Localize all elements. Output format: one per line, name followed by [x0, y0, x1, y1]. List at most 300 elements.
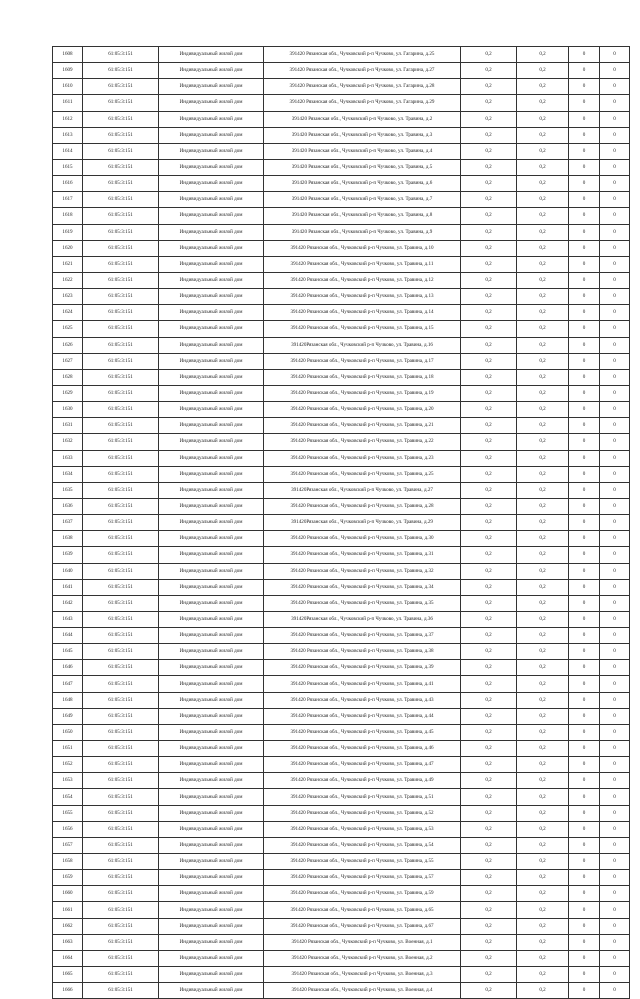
row-number-cell: 1634 [53, 466, 83, 482]
value-a-cell: 0,2 [461, 821, 517, 837]
address-cell: 391420 Рязанская обл., Чучковский р-п Чучково, ул. Травина, д.30 [264, 531, 461, 547]
cadastral-cell: 61:05:3:151 [83, 967, 159, 983]
value-c-cell: 0 [569, 644, 600, 660]
object-type-cell: Индивидуальный жилой дом [159, 692, 264, 708]
value-c-cell: 0 [569, 902, 600, 918]
cadastral-cell: 61:05:3:151 [83, 192, 159, 208]
value-b-cell: 0,2 [517, 918, 569, 934]
value-b-cell: 0,2 [517, 644, 569, 660]
value-b-cell: 0,2 [517, 466, 569, 482]
value-a-cell: 0,2 [461, 773, 517, 789]
value-a-cell: 0,2 [461, 837, 517, 853]
object-type-cell: Индивидуальный жилой дом [159, 272, 264, 288]
value-d-cell: 0 [600, 886, 630, 902]
address-cell: 391420 Рязанская обл., Чучковский р-п Чучково, ул. Травина, д.12 [264, 272, 461, 288]
value-a-cell: 0,2 [461, 466, 517, 482]
table-row [53, 256, 630, 272]
value-a-cell: 0,2 [461, 724, 517, 740]
address-cell: 391420 Рязанская обл., Чучковский р-п Чучково, ул. Травина, д.28 [264, 498, 461, 514]
cadastral-cell: 61:05:3:151 [83, 159, 159, 175]
address-cell: 391420 Рязанская обл., Чучковский р-п Чучково, ул. Травина, д.13 [264, 289, 461, 305]
table-row [53, 450, 630, 466]
table-row [53, 143, 630, 159]
value-b-cell: 0,2 [517, 305, 569, 321]
value-a-cell: 0,2 [461, 741, 517, 757]
value-b-cell: 0,2 [517, 192, 569, 208]
cadastral-cell: 61:05:3:151 [83, 95, 159, 111]
address-cell: 391420 Рязанская обл., Чучковский р-п Чучково, ул. Травина, д.49 [264, 773, 461, 789]
row-number-cell: 1656 [53, 821, 83, 837]
value-b-cell: 0,2 [517, 724, 569, 740]
value-b-cell: 0,2 [517, 870, 569, 886]
row-number-cell: 1635 [53, 482, 83, 498]
value-a-cell: 0,2 [461, 353, 517, 369]
object-type-cell: Индивидуальный жилой дом [159, 143, 264, 159]
row-number-cell: 1648 [53, 692, 83, 708]
row-number-cell: 1661 [53, 902, 83, 918]
value-c-cell: 0 [569, 515, 600, 531]
row-number-cell: 1645 [53, 644, 83, 660]
value-c-cell: 0 [569, 385, 600, 401]
object-type-cell: Индивидуальный жилой дом [159, 547, 264, 563]
value-a-cell: 0,2 [461, 676, 517, 692]
value-a-cell: 0,2 [461, 224, 517, 240]
cadastral-cell: 61:05:3:151 [83, 402, 159, 418]
address-cell: 391420 Рязанская обл., Чучковский р-п Чучково, ул. Травина, д.59 [264, 886, 461, 902]
address-cell: 391420 Рязанская обл., Чучковский р-п Чучково, ул. Гагарина, д.27 [264, 63, 461, 79]
row-number-cell: 1647 [53, 676, 83, 692]
row-number-cell: 1610 [53, 79, 83, 95]
table-row [53, 498, 630, 514]
cadastral-cell: 61:05:3:151 [83, 950, 159, 966]
row-number-cell: 1616 [53, 176, 83, 192]
object-type-cell: Индивидуальный жилой дом [159, 111, 264, 127]
row-number-cell: 1657 [53, 837, 83, 853]
value-d-cell: 0 [600, 482, 630, 498]
address-cell: 391420 Рязанская обл., Чучковский р-п Чучково, ул. Травина, д.35 [264, 595, 461, 611]
table-row [53, 418, 630, 434]
address-cell: 391420 Рязанская обл., Чучковский р-п Чучково, ул. Травина, д.9 [264, 224, 461, 240]
cadastral-cell: 61:05:3:151 [83, 724, 159, 740]
object-type-cell: Индивидуальный жилой дом [159, 724, 264, 740]
row-number-cell: 1644 [53, 628, 83, 644]
value-c-cell: 0 [569, 224, 600, 240]
table-row [53, 805, 630, 821]
value-a-cell: 0,2 [461, 789, 517, 805]
value-c-cell: 0 [569, 208, 600, 224]
value-d-cell: 0 [600, 127, 630, 143]
value-d-cell: 0 [600, 176, 630, 192]
address-cell: 391420 Рязанская обл., Чучковский р-п Чучково, ул. Травина, д.8 [264, 208, 461, 224]
row-number-cell: 1608 [53, 47, 83, 63]
address-cell: 391420Рязанская обл., Чучковский р-п Чучково, ул. Травина, д.16 [264, 337, 461, 353]
address-cell: 391420 Рязанская обл., Чучковский р-п Чучково, ул. Травина, д.2 [264, 111, 461, 127]
value-d-cell: 0 [600, 934, 630, 950]
value-d-cell: 0 [600, 789, 630, 805]
cadastral-cell: 61:05:3:151 [83, 385, 159, 401]
value-a-cell: 0,2 [461, 918, 517, 934]
row-number-cell: 1654 [53, 789, 83, 805]
address-cell: 391420 Рязанская обл., Чучковский р-п Чучково, ул. Травина, д.23 [264, 450, 461, 466]
object-type-cell: Индивидуальный жилой дом [159, 837, 264, 853]
cadastral-cell: 61:05:3:151 [83, 498, 159, 514]
object-type-cell: Индивидуальный жилой дом [159, 63, 264, 79]
document-page [52, 46, 629, 999]
value-d-cell: 0 [600, 660, 630, 676]
table-row [53, 611, 630, 627]
value-d-cell: 0 [600, 289, 630, 305]
value-b-cell: 0,2 [517, 256, 569, 272]
table-row [53, 402, 630, 418]
cadastral-cell: 61:05:3:151 [83, 934, 159, 950]
value-c-cell: 0 [569, 805, 600, 821]
address-cell: 391420 Рязанская обл., Чучковский р-п Чучково, ул. Травина, д.52 [264, 805, 461, 821]
value-c-cell: 0 [569, 369, 600, 385]
value-d-cell: 0 [600, 741, 630, 757]
value-a-cell: 0,2 [461, 95, 517, 111]
row-number-cell: 1633 [53, 450, 83, 466]
row-number-cell: 1658 [53, 854, 83, 870]
address-cell: 391420 Рязанская обл., Чучковский р-п Чучково, ул. Травина, д.10 [264, 240, 461, 256]
address-cell: 391420 Рязанская обл., Чучковский р-п Чучково, ул. Травина, д.17 [264, 353, 461, 369]
value-a-cell: 0,2 [461, 240, 517, 256]
cadastral-cell: 61:05:3:151 [83, 983, 159, 999]
value-a-cell: 0,2 [461, 805, 517, 821]
address-cell: 391420 Рязанская обл., Чучковский р-п Чучково, ул. Травина, д.5 [264, 159, 461, 175]
value-b-cell: 0,2 [517, 741, 569, 757]
value-c-cell: 0 [569, 579, 600, 595]
table-row [53, 563, 630, 579]
object-type-cell: Индивидуальный жилой дом [159, 498, 264, 514]
table-row [53, 224, 630, 240]
cadastral-cell: 61:05:3:151 [83, 531, 159, 547]
value-d-cell: 0 [600, 902, 630, 918]
value-a-cell: 0,2 [461, 708, 517, 724]
address-cell: 391420 Рязанская обл., Чучковский р-п Чучково, ул. Травина, д.11 [264, 256, 461, 272]
value-a-cell: 0,2 [461, 208, 517, 224]
address-cell: 391420 Рязанская обл., Чучковский р-п Чучково, ул. Травина, д.4 [264, 143, 461, 159]
value-c-cell: 0 [569, 563, 600, 579]
object-type-cell: Индивидуальный жилой дом [159, 305, 264, 321]
row-number-cell: 1646 [53, 660, 83, 676]
object-type-cell: Индивидуальный жилой дом [159, 918, 264, 934]
value-d-cell: 0 [600, 595, 630, 611]
value-b-cell: 0,2 [517, 369, 569, 385]
value-a-cell: 0,2 [461, 579, 517, 595]
value-d-cell: 0 [600, 870, 630, 886]
table-row [53, 821, 630, 837]
value-b-cell: 0,2 [517, 757, 569, 773]
cadastral-cell: 61:05:3:151 [83, 321, 159, 337]
address-cell: 391420 Рязанская обл., Чучковский р-п Чучково, ул. Травина, д.21 [264, 418, 461, 434]
value-d-cell: 0 [600, 773, 630, 789]
row-number-cell: 1642 [53, 595, 83, 611]
table-row [53, 741, 630, 757]
value-c-cell: 0 [569, 837, 600, 853]
value-b-cell: 0,2 [517, 176, 569, 192]
table-row [53, 676, 630, 692]
value-c-cell: 0 [569, 676, 600, 692]
row-number-cell: 1651 [53, 741, 83, 757]
value-b-cell: 0,2 [517, 531, 569, 547]
value-b-cell: 0,2 [517, 450, 569, 466]
value-a-cell: 0,2 [461, 628, 517, 644]
object-type-cell: Индивидуальный жилой дом [159, 870, 264, 886]
value-a-cell: 0,2 [461, 611, 517, 627]
table-row [53, 192, 630, 208]
value-c-cell: 0 [569, 934, 600, 950]
address-cell: 391420 Рязанская обл., Чучковский р-п Чучково, ул. Травина, д.3 [264, 127, 461, 143]
cadastral-cell: 61:05:3:151 [83, 805, 159, 821]
row-number-cell: 1632 [53, 434, 83, 450]
row-number-cell: 1623 [53, 289, 83, 305]
row-number-cell: 1621 [53, 256, 83, 272]
row-number-cell: 1663 [53, 934, 83, 950]
object-type-cell: Индивидуальный жилой дом [159, 289, 264, 305]
value-c-cell: 0 [569, 127, 600, 143]
address-cell: 391420 Рязанская обл., Чучковский р-п Чучково, ул. Травина, д.67 [264, 918, 461, 934]
table-row [53, 369, 630, 385]
row-number-cell: 1612 [53, 111, 83, 127]
value-c-cell: 0 [569, 466, 600, 482]
row-number-cell: 1625 [53, 321, 83, 337]
value-c-cell: 0 [569, 757, 600, 773]
value-b-cell: 0,2 [517, 240, 569, 256]
value-b-cell: 0,2 [517, 837, 569, 853]
table-row [53, 95, 630, 111]
cadastral-cell: 61:05:3:151 [83, 789, 159, 805]
value-c-cell: 0 [569, 547, 600, 563]
row-number-cell: 1638 [53, 531, 83, 547]
address-cell: 391420 Рязанская обл., Чучковский р-п Чучково, ул. Травина, д.44 [264, 708, 461, 724]
address-cell: 391420 Рязанская обл., Чучковский р-п Чучково, ул. Травина, д.32 [264, 563, 461, 579]
table-row [53, 854, 630, 870]
value-d-cell: 0 [600, 918, 630, 934]
value-d-cell: 0 [600, 515, 630, 531]
value-c-cell: 0 [569, 337, 600, 353]
cadastral-cell: 61:05:3:151 [83, 240, 159, 256]
value-a-cell: 0,2 [461, 547, 517, 563]
value-b-cell: 0,2 [517, 418, 569, 434]
value-b-cell: 0,2 [517, 854, 569, 870]
value-d-cell: 0 [600, 240, 630, 256]
address-cell: 391420 Рязанская обл., Чучковский р-п Чучково, ул. Травина, д.7 [264, 192, 461, 208]
value-d-cell: 0 [600, 321, 630, 337]
cadastral-cell: 61:05:3:151 [83, 773, 159, 789]
object-type-cell: Индивидуальный жилой дом [159, 434, 264, 450]
table-row [53, 644, 630, 660]
table-row [53, 628, 630, 644]
value-a-cell: 0,2 [461, 143, 517, 159]
address-cell: 391420Рязанская обл., Чучковский р-п Чучково, ул. Травина, д.29 [264, 515, 461, 531]
value-d-cell: 0 [600, 466, 630, 482]
row-number-cell: 1617 [53, 192, 83, 208]
value-d-cell: 0 [600, 854, 630, 870]
value-a-cell: 0,2 [461, 870, 517, 886]
table-row [53, 934, 630, 950]
cadastral-cell: 61:05:3:151 [83, 482, 159, 498]
value-b-cell: 0,2 [517, 563, 569, 579]
object-type-cell: Индивидуальный жилой дом [159, 741, 264, 757]
value-a-cell: 0,2 [461, 111, 517, 127]
value-c-cell: 0 [569, 628, 600, 644]
address-cell: 391420 Рязанская обл., Чучковский р-п Чучково, ул. Травина, д.18 [264, 369, 461, 385]
value-d-cell: 0 [600, 757, 630, 773]
row-number-cell: 1622 [53, 272, 83, 288]
value-a-cell: 0,2 [461, 63, 517, 79]
value-c-cell: 0 [569, 47, 600, 63]
value-d-cell: 0 [600, 708, 630, 724]
object-type-cell: Индивидуальный жилой дом [159, 902, 264, 918]
value-c-cell: 0 [569, 595, 600, 611]
value-c-cell: 0 [569, 272, 600, 288]
value-d-cell: 0 [600, 563, 630, 579]
cadastral-cell: 61:05:3:151 [83, 353, 159, 369]
value-a-cell: 0,2 [461, 692, 517, 708]
object-type-cell: Индивидуальный жилой дом [159, 967, 264, 983]
value-a-cell: 0,2 [461, 47, 517, 63]
table-row [53, 176, 630, 192]
address-cell: 391420Рязанская обл., Чучковский р-п Чучково, ул. Травина, д.36 [264, 611, 461, 627]
cadastral-cell: 61:05:3:151 [83, 628, 159, 644]
cadastral-cell: 61:05:3:151 [83, 176, 159, 192]
value-b-cell: 0,2 [517, 337, 569, 353]
object-type-cell: Индивидуальный жилой дом [159, 176, 264, 192]
object-type-cell: Индивидуальный жилой дом [159, 821, 264, 837]
value-a-cell: 0,2 [461, 434, 517, 450]
table-row [53, 902, 630, 918]
value-c-cell: 0 [569, 289, 600, 305]
object-type-cell: Индивидуальный жилой дом [159, 789, 264, 805]
object-type-cell: Индивидуальный жилой дом [159, 79, 264, 95]
address-cell: 391420 Рязанская обл., Чучковский р-п Чучково, ул. Травина, д.43 [264, 692, 461, 708]
value-b-cell: 0,2 [517, 821, 569, 837]
table-row [53, 272, 630, 288]
value-a-cell: 0,2 [461, 563, 517, 579]
row-number-cell: 1609 [53, 63, 83, 79]
row-number-cell: 1636 [53, 498, 83, 514]
value-d-cell: 0 [600, 724, 630, 740]
table-body [53, 47, 630, 999]
value-a-cell: 0,2 [461, 369, 517, 385]
value-c-cell: 0 [569, 402, 600, 418]
value-c-cell: 0 [569, 79, 600, 95]
object-type-cell: Индивидуальный жилой дом [159, 369, 264, 385]
object-type-cell: Индивидуальный жилой дом [159, 757, 264, 773]
value-a-cell: 0,2 [461, 660, 517, 676]
table-row [53, 660, 630, 676]
object-type-cell: Индивидуальный жилой дом [159, 95, 264, 111]
object-type-cell: Индивидуальный жилой дом [159, 192, 264, 208]
value-a-cell: 0,2 [461, 967, 517, 983]
cadastral-cell: 61:05:3:151 [83, 579, 159, 595]
address-cell: 391420 Рязанская обл., Чучковский р-п Чучково, ул. Травина, д.19 [264, 385, 461, 401]
value-d-cell: 0 [600, 305, 630, 321]
object-type-cell: Индивидуальный жилой дом [159, 934, 264, 950]
cadastral-cell: 61:05:3:151 [83, 143, 159, 159]
value-a-cell: 0,2 [461, 902, 517, 918]
value-d-cell: 0 [600, 983, 630, 999]
row-number-cell: 1637 [53, 515, 83, 531]
value-a-cell: 0,2 [461, 272, 517, 288]
object-type-cell: Индивидуальный жилой дом [159, 47, 264, 63]
value-c-cell: 0 [569, 192, 600, 208]
value-a-cell: 0,2 [461, 886, 517, 902]
value-d-cell: 0 [600, 159, 630, 175]
table-row [53, 724, 630, 740]
cadastral-cell: 61:05:3:151 [83, 660, 159, 676]
cadastral-cell: 61:05:3:151 [83, 902, 159, 918]
value-a-cell: 0,2 [461, 450, 517, 466]
value-d-cell: 0 [600, 192, 630, 208]
value-b-cell: 0,2 [517, 547, 569, 563]
address-cell: 391420 Рязанская обл., Чучковский р-п Чучково, ул. Травина, д.45 [264, 724, 461, 740]
object-type-cell: Индивидуальный жилой дом [159, 983, 264, 999]
row-number-cell: 1629 [53, 385, 83, 401]
value-c-cell: 0 [569, 773, 600, 789]
address-cell: 391420 Рязанская обл., Чучковский р-п Чучково, ул. Гагарина, д.28 [264, 79, 461, 95]
value-d-cell: 0 [600, 79, 630, 95]
address-cell: 391420 Рязанская обл., Чучковский р-п Чучково, ул. Травина, д.31 [264, 547, 461, 563]
address-cell: 391420 Рязанская обл., Чучковский р-п Чучково, ул. Травина, д.47 [264, 757, 461, 773]
table-row [53, 337, 630, 353]
value-c-cell: 0 [569, 886, 600, 902]
value-b-cell: 0,2 [517, 934, 569, 950]
value-c-cell: 0 [569, 482, 600, 498]
value-c-cell: 0 [569, 983, 600, 999]
value-c-cell: 0 [569, 967, 600, 983]
table-row [53, 579, 630, 595]
cadastral-cell: 61:05:3:151 [83, 837, 159, 853]
value-b-cell: 0,2 [517, 63, 569, 79]
object-type-cell: Индивидуальный жилой дом [159, 531, 264, 547]
table-row [53, 708, 630, 724]
address-cell: 391420 Рязанская обл., Чучковский р-п Чучково, ул. Травина, д.6 [264, 176, 461, 192]
value-b-cell: 0,2 [517, 272, 569, 288]
value-a-cell: 0,2 [461, 337, 517, 353]
table-row [53, 967, 630, 983]
value-c-cell: 0 [569, 611, 600, 627]
value-a-cell: 0,2 [461, 757, 517, 773]
row-number-cell: 1659 [53, 870, 83, 886]
row-number-cell: 1653 [53, 773, 83, 789]
table-row [53, 692, 630, 708]
value-c-cell: 0 [569, 143, 600, 159]
value-c-cell: 0 [569, 854, 600, 870]
row-number-cell: 1630 [53, 402, 83, 418]
cadastral-cell: 61:05:3:151 [83, 305, 159, 321]
address-cell: 391420Рязанская обл., Чучковский р-п Чучково, ул. Травина, д.27 [264, 482, 461, 498]
value-b-cell: 0,2 [517, 773, 569, 789]
object-type-cell: Индивидуальный жилой дом [159, 159, 264, 175]
address-cell: 391420 Рязанская обл., Чучковский р-п Чучково, ул. Травина, д.39 [264, 660, 461, 676]
cadastral-cell: 61:05:3:151 [83, 644, 159, 660]
value-c-cell: 0 [569, 660, 600, 676]
cadastral-cell: 61:05:3:151 [83, 79, 159, 95]
value-d-cell: 0 [600, 143, 630, 159]
value-d-cell: 0 [600, 208, 630, 224]
object-type-cell: Индивидуальный жилой дом [159, 321, 264, 337]
object-type-cell: Индивидуальный жилой дом [159, 563, 264, 579]
value-d-cell: 0 [600, 611, 630, 627]
cadastral-cell: 61:05:3:151 [83, 821, 159, 837]
cadastral-cell: 61:05:3:151 [83, 208, 159, 224]
value-b-cell: 0,2 [517, 805, 569, 821]
table-row [53, 127, 630, 143]
cadastral-cell: 61:05:3:151 [83, 466, 159, 482]
address-cell: 391420 Рязанская обл., Чучковский р-п Чучково, ул. Травина, д.57 [264, 870, 461, 886]
table-row [53, 983, 630, 999]
